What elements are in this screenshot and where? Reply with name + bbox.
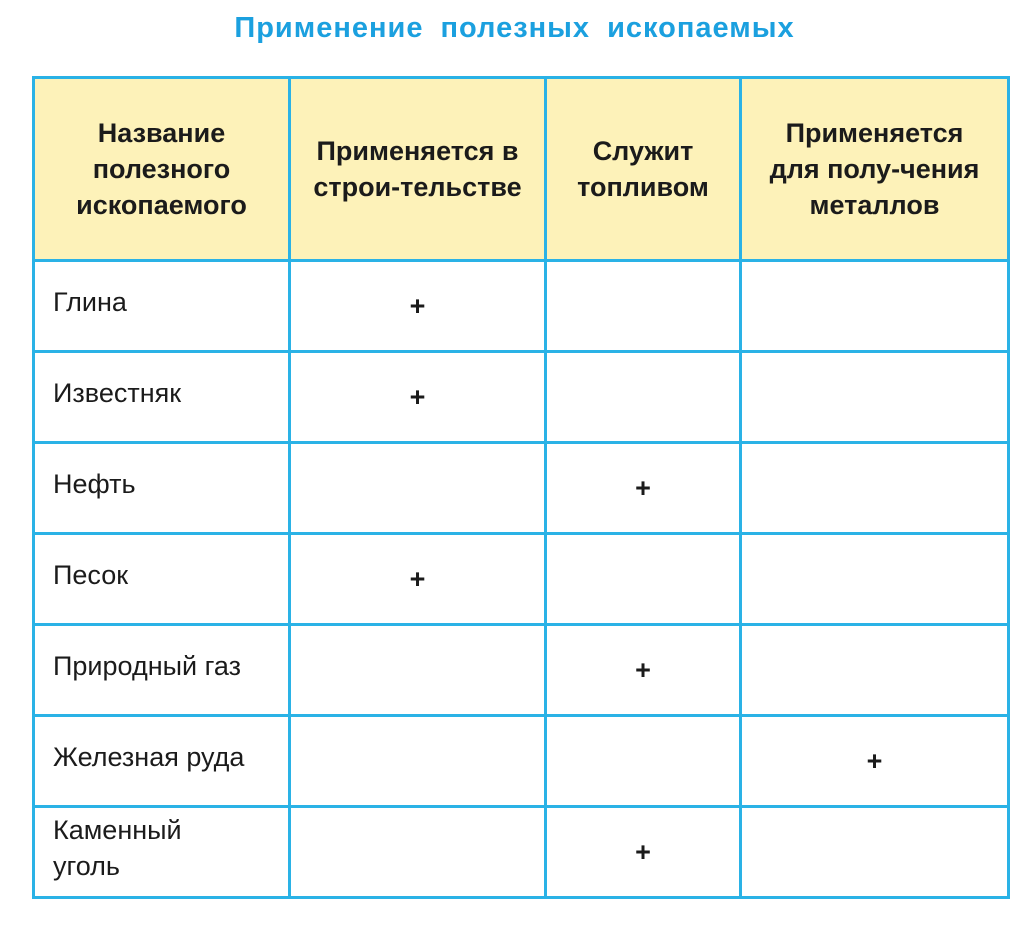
mineral-name: Песок [34, 534, 290, 625]
header-construction [290, 78, 546, 261]
mark-metals [741, 807, 1009, 898]
mineral-name: Глина [34, 261, 290, 352]
header-construction-text: Применяется в строи-тельстве [313, 136, 522, 202]
mineral-name: Каменный уголь [34, 807, 290, 898]
mark-construction: + [290, 534, 546, 625]
header-fuel [546, 78, 741, 261]
header-metals-text: Применяется для полу-чения металлов [769, 118, 980, 220]
mark-metals [741, 261, 1009, 352]
header-fuel-text: Служит топливом [577, 136, 709, 202]
table-row [34, 716, 1009, 807]
mark-construction [290, 625, 546, 716]
mark-fuel: + [546, 443, 741, 534]
mark-fuel: + [546, 625, 741, 716]
mark-fuel [546, 716, 741, 807]
mineral-name: Природный газ [34, 625, 290, 716]
mark-fuel [546, 261, 741, 352]
table-row [34, 443, 1009, 534]
table-row [34, 261, 1009, 352]
mark-metals: + [741, 716, 1009, 807]
mark-construction [290, 807, 546, 898]
table-row [34, 625, 1009, 716]
mark-construction: + [290, 261, 546, 352]
table-row [34, 352, 1009, 443]
mark-construction [290, 443, 546, 534]
table-row [34, 534, 1009, 625]
mineral-name: Известняк [34, 352, 290, 443]
mark-construction [290, 716, 546, 807]
header-name-text: Название полезного ископаемого [76, 118, 247, 220]
mark-fuel [546, 534, 741, 625]
mineral-name: Нефть [34, 443, 290, 534]
page-title: Применение полезных ископаемых [234, 12, 795, 44]
mark-metals [741, 443, 1009, 534]
mark-metals [741, 625, 1009, 716]
mark-construction: + [290, 352, 546, 443]
mark-metals [741, 534, 1009, 625]
header-name [34, 78, 290, 261]
mark-fuel [546, 352, 741, 443]
mark-fuel: + [546, 807, 741, 898]
table-row [34, 807, 1009, 898]
mineral-name: Железная руда [34, 716, 290, 807]
minerals-table [32, 76, 1010, 899]
header-row [34, 78, 1009, 261]
mark-metals [741, 352, 1009, 443]
header-metals [741, 78, 1009, 261]
